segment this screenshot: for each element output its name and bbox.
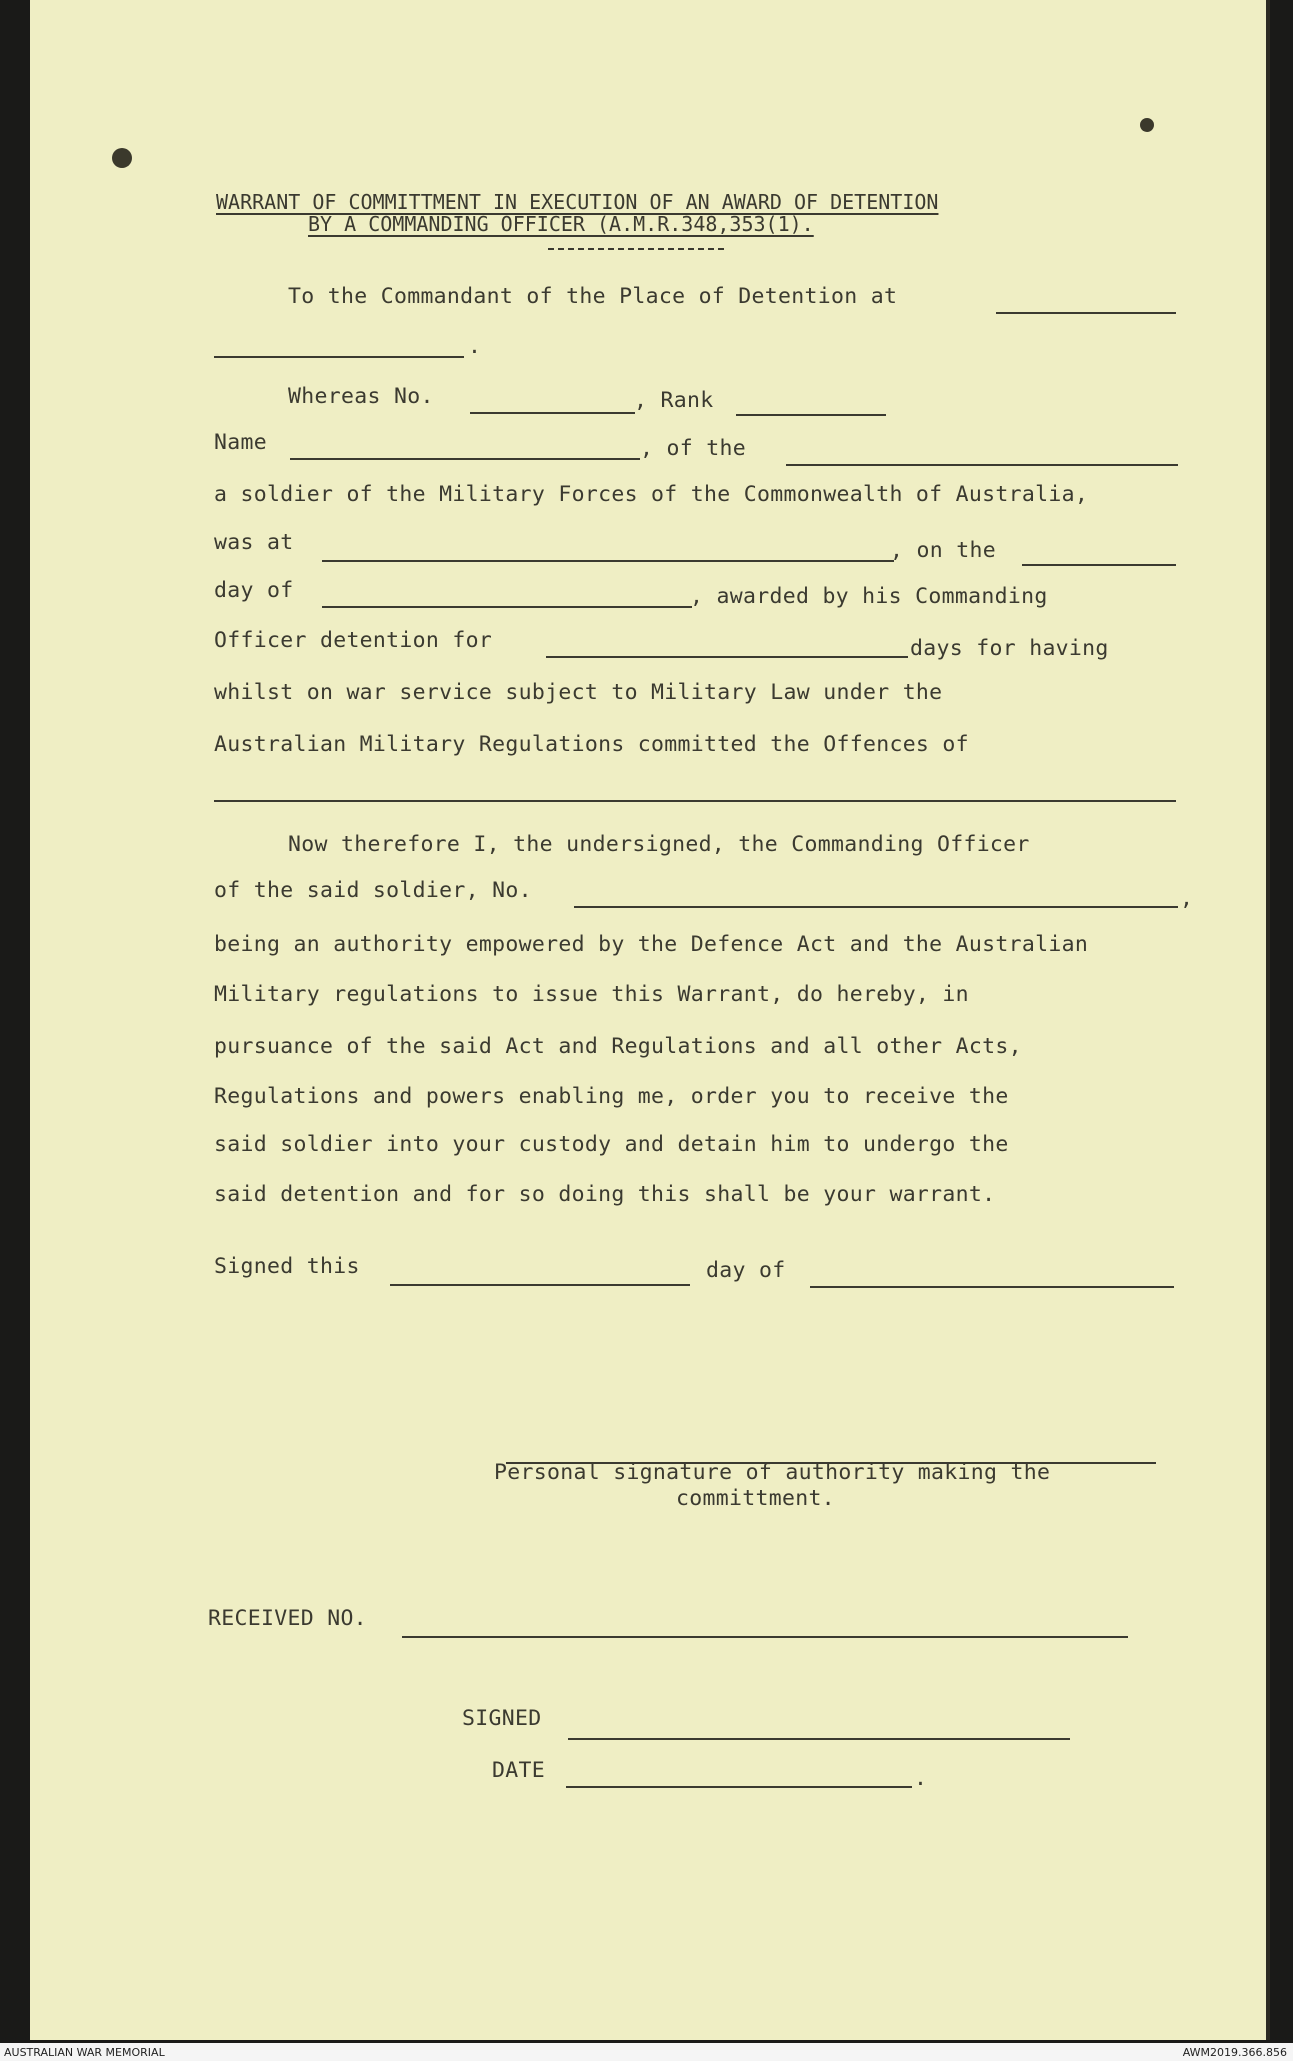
- signed-month-field[interactable]: [810, 1286, 1174, 1288]
- rank-field[interactable]: [736, 414, 886, 416]
- soldier-name-field[interactable]: [290, 458, 640, 460]
- officer-detention-label: Officer detention for: [214, 628, 493, 653]
- of-the-label: , of the: [640, 436, 746, 461]
- day-field[interactable]: [1022, 564, 1176, 566]
- powers-text: Regulations and powers enabling me, order you to receive the: [214, 1084, 1009, 1109]
- footer-left-label: AUSTRALIAN WAR MEMORIAL: [4, 2046, 165, 2059]
- punch-hole: [1140, 118, 1154, 132]
- signed-label: SIGNED: [462, 1706, 542, 1731]
- pursuance-text: pursuance of the said Act and Regulations and all other Acts,: [214, 1034, 1022, 1059]
- name-label: Name: [214, 430, 267, 455]
- signed-this-label: Signed this: [214, 1254, 360, 1279]
- document-page: [30, 0, 1270, 2040]
- whilst-text: whilst on war service subject to Military Law under the: [214, 680, 943, 705]
- period: .: [468, 334, 482, 359]
- date-period: .: [914, 1766, 928, 1791]
- day-of-label: day of: [214, 578, 294, 603]
- date-field[interactable]: [566, 1786, 912, 1788]
- soldier-number-field[interactable]: [470, 412, 635, 414]
- footer-right-label: AWM2019.366.856: [1182, 2046, 1287, 2059]
- place-of-detention-field-cont[interactable]: [214, 356, 464, 358]
- said-soldier-label: of the said soldier, No.: [214, 878, 532, 903]
- days-for-having-text: days for having: [910, 636, 1109, 661]
- received-no-label: RECEIVED NO.: [208, 1606, 367, 1631]
- detention-text: said detention and for so doing this shall be your warrant.: [214, 1182, 996, 1207]
- archive-footer: [0, 2043, 1293, 2061]
- location-field[interactable]: [322, 560, 894, 562]
- unit-field[interactable]: [786, 464, 1178, 466]
- place-of-detention-field[interactable]: [996, 312, 1176, 314]
- awarded-text: , awarded by his Commanding: [690, 584, 1048, 609]
- day-of-label-2: day of: [706, 1258, 786, 1283]
- offences-field[interactable]: [214, 800, 1176, 802]
- title-divider: [548, 248, 724, 250]
- commandant-line: To the Commandant of the Place of Detention at: [288, 284, 898, 309]
- signed-day-field[interactable]: [390, 1284, 690, 1286]
- received-no-field[interactable]: [402, 1636, 1128, 1638]
- regulations-text: Australian Military Regulations committed the Offences of: [214, 732, 969, 757]
- soldier-statement: a soldier of the Military Forces of the Commonwealth of Australia,: [214, 482, 1089, 507]
- now-therefore-text: Now therefore I, the undersigned, the Commanding Officer: [288, 832, 1030, 857]
- military-regs-text: Military regulations to issue this Warrant, do hereby, in: [214, 982, 969, 1007]
- custody-text: said soldier into your custody and detain him to undergo the: [214, 1132, 1009, 1157]
- punch-hole: [112, 148, 132, 168]
- detention-days-field[interactable]: [546, 656, 908, 658]
- commanding-officer-number-field[interactable]: [574, 906, 1178, 908]
- document-title-line-1: WARRANT OF COMMITTMENT IN EXECUTION OF AN AWARD OF DETENTION: [216, 190, 939, 214]
- was-at-label: was at: [214, 530, 294, 555]
- authority-text: being an authority empowered by the Defence Act and the Australian: [214, 932, 1089, 957]
- signature-caption-cont: committment.: [676, 1486, 835, 1511]
- rank-label: , Rank: [634, 388, 714, 413]
- on-the-label: , on the: [890, 538, 996, 563]
- signed-field[interactable]: [568, 1738, 1070, 1740]
- comma: ,: [1180, 886, 1194, 911]
- signature-caption: Personal signature of authority making the: [494, 1460, 1051, 1485]
- date-label: DATE: [492, 1758, 545, 1783]
- whereas-label: Whereas No.: [288, 384, 434, 409]
- document-title-line-2: BY A COMMANDING OFFICER (A.M.R.348,353(1).: [308, 212, 814, 236]
- month-field[interactable]: [322, 606, 692, 608]
